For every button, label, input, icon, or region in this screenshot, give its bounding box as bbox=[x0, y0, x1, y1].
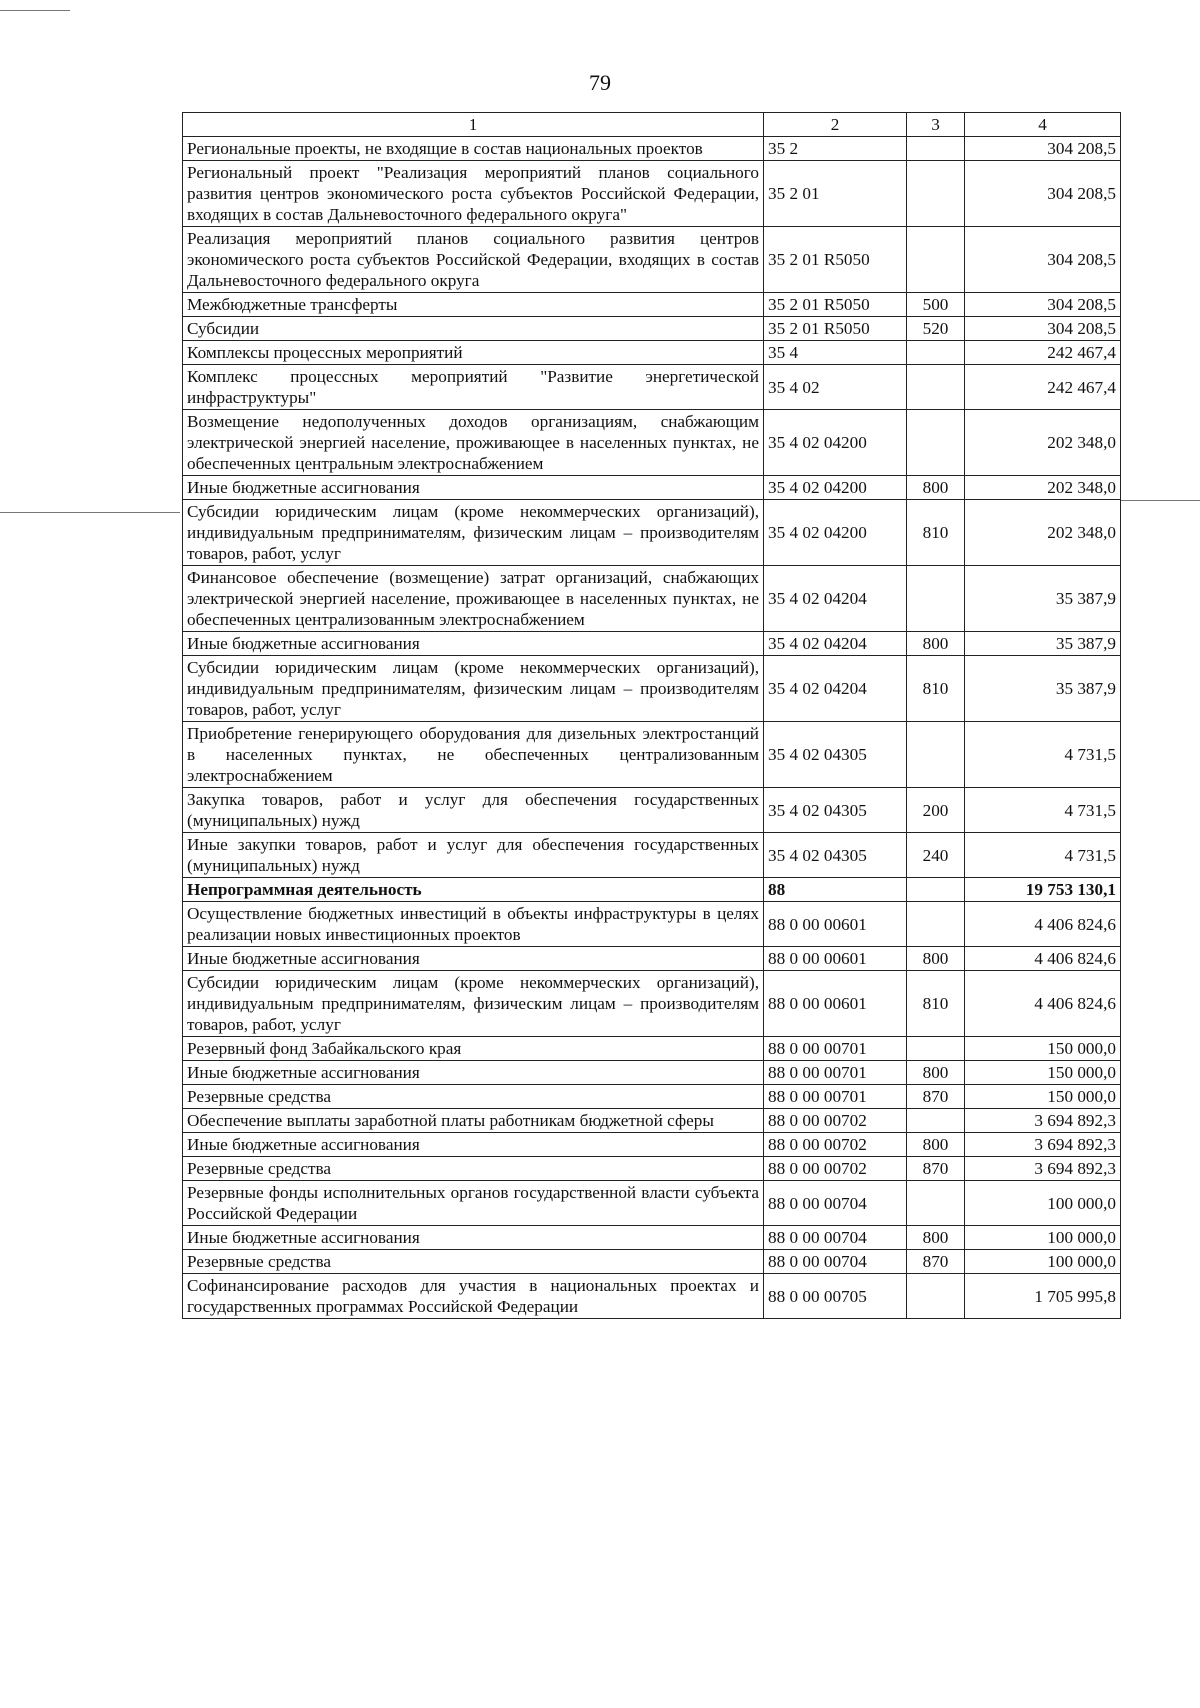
column-header: 1 bbox=[183, 113, 764, 137]
table-row bbox=[183, 137, 1121, 161]
row-amount-cell: 242 467,4 bbox=[965, 341, 1121, 365]
table-row bbox=[183, 1226, 1121, 1250]
row-name-cell: Межбюджетные трансферты bbox=[183, 293, 764, 317]
row-amount-cell: 100 000,0 bbox=[965, 1181, 1121, 1226]
row-name-cell: Софинансирование расходов для участия в национальных проектах и государственных программах Российской Федерации bbox=[183, 1274, 764, 1319]
page-number: 79 bbox=[589, 70, 611, 95]
row-type-cell: 500 bbox=[907, 293, 965, 317]
row-type-cell: 870 bbox=[907, 1085, 965, 1109]
table-row bbox=[183, 476, 1121, 500]
table-header-row bbox=[183, 113, 1121, 137]
row-name-cell: Возмещение недополученных доходов организациям, снабжающим электрической энергией население, проживающее в населенных пунктах, не обеспеченных центральным электроснабжением bbox=[183, 410, 764, 476]
row-name-cell: Региональные проекты, не входящие в состав национальных проектов bbox=[183, 137, 764, 161]
row-amount-cell: 150 000,0 bbox=[965, 1061, 1121, 1085]
row-amount-cell: 19 753 130,1 bbox=[965, 878, 1121, 902]
row-type-cell: 810 bbox=[907, 656, 965, 722]
row-type-cell: 800 bbox=[907, 476, 965, 500]
row-code-cell: 35 2 01 R5050 bbox=[764, 317, 907, 341]
row-amount-cell: 100 000,0 bbox=[965, 1250, 1121, 1274]
row-type-cell: 870 bbox=[907, 1250, 965, 1274]
row-amount-cell: 150 000,0 bbox=[965, 1085, 1121, 1109]
table-row bbox=[183, 971, 1121, 1037]
row-amount-cell: 3 694 892,3 bbox=[965, 1157, 1121, 1181]
row-code-cell: 88 0 00 00701 bbox=[764, 1061, 907, 1085]
table-row bbox=[183, 227, 1121, 293]
row-code-cell: 88 0 00 00701 bbox=[764, 1037, 907, 1061]
row-code-cell: 35 4 02 04305 bbox=[764, 722, 907, 788]
row-code-cell: 35 2 bbox=[764, 137, 907, 161]
row-code-cell: 88 0 00 00601 bbox=[764, 971, 907, 1037]
table-row bbox=[183, 878, 1121, 902]
row-type-cell bbox=[907, 1274, 965, 1319]
table-row bbox=[183, 1037, 1121, 1061]
row-amount-cell: 304 208,5 bbox=[965, 161, 1121, 227]
row-amount-cell: 202 348,0 bbox=[965, 410, 1121, 476]
row-name-cell: Комплекс процессных мероприятий "Развитие энергетической инфраструктуры" bbox=[183, 365, 764, 410]
row-code-cell: 35 4 02 04204 bbox=[764, 566, 907, 632]
row-code-cell: 88 0 00 00704 bbox=[764, 1226, 907, 1250]
row-amount-cell: 4 731,5 bbox=[965, 788, 1121, 833]
row-code-cell: 35 4 02 bbox=[764, 365, 907, 410]
table-row bbox=[183, 341, 1121, 365]
row-name-cell: Резервные средства bbox=[183, 1157, 764, 1181]
row-type-cell: 800 bbox=[907, 1226, 965, 1250]
table-row bbox=[183, 500, 1121, 566]
row-amount-cell: 4 406 824,6 bbox=[965, 947, 1121, 971]
row-type-cell: 800 bbox=[907, 632, 965, 656]
scan-artifact-top-left bbox=[0, 10, 70, 11]
row-type-cell bbox=[907, 902, 965, 947]
row-code-cell: 88 0 00 00704 bbox=[764, 1250, 907, 1274]
row-amount-cell: 4 406 824,6 bbox=[965, 902, 1121, 947]
row-name-cell: Иные бюджетные ассигнования bbox=[183, 1061, 764, 1085]
column-header: 3 bbox=[907, 113, 965, 137]
row-type-cell bbox=[907, 227, 965, 293]
row-name-cell: Иные бюджетные ассигнования bbox=[183, 1226, 764, 1250]
row-name-cell: Резервные фонды исполнительных органов государственной власти субъекта Российской Федерации bbox=[183, 1181, 764, 1226]
row-amount-cell: 4 731,5 bbox=[965, 833, 1121, 878]
row-type-cell bbox=[907, 365, 965, 410]
row-type-cell bbox=[907, 161, 965, 227]
table-row bbox=[183, 1085, 1121, 1109]
column-header: 2 bbox=[764, 113, 907, 137]
table-row bbox=[183, 656, 1121, 722]
row-name-cell: Субсидии bbox=[183, 317, 764, 341]
row-name-cell: Комплексы процессных мероприятий bbox=[183, 341, 764, 365]
table-row bbox=[183, 1181, 1121, 1226]
table-row bbox=[183, 632, 1121, 656]
row-code-cell: 35 4 02 04200 bbox=[764, 500, 907, 566]
row-type-cell bbox=[907, 878, 965, 902]
row-code-cell: 35 4 02 04305 bbox=[764, 788, 907, 833]
row-name-cell: Иные бюджетные ассигнования bbox=[183, 947, 764, 971]
row-name-cell: Резервные средства bbox=[183, 1250, 764, 1274]
row-amount-cell: 4 731,5 bbox=[965, 722, 1121, 788]
row-amount-cell: 304 208,5 bbox=[965, 227, 1121, 293]
scan-artifact-left bbox=[0, 512, 180, 513]
row-type-cell: 810 bbox=[907, 971, 965, 1037]
row-code-cell: 88 0 00 00601 bbox=[764, 947, 907, 971]
table-row bbox=[183, 1157, 1121, 1181]
table-body bbox=[183, 137, 1121, 1319]
row-type-cell: 810 bbox=[907, 500, 965, 566]
row-code-cell: 88 0 00 00702 bbox=[764, 1109, 907, 1133]
row-amount-cell: 202 348,0 bbox=[965, 500, 1121, 566]
row-name-cell: Иные бюджетные ассигнования bbox=[183, 476, 764, 500]
table-row bbox=[183, 317, 1121, 341]
row-code-cell: 88 bbox=[764, 878, 907, 902]
row-code-cell: 88 0 00 00705 bbox=[764, 1274, 907, 1319]
column-header: 4 bbox=[965, 113, 1121, 137]
scan-artifact-right bbox=[1120, 500, 1200, 501]
row-code-cell: 35 4 02 04204 bbox=[764, 632, 907, 656]
row-type-cell bbox=[907, 1037, 965, 1061]
row-type-cell: 240 bbox=[907, 833, 965, 878]
row-type-cell: 800 bbox=[907, 947, 965, 971]
row-code-cell: 35 4 02 04200 bbox=[764, 410, 907, 476]
row-name-cell: Резервный фонд Забайкальского края bbox=[183, 1037, 764, 1061]
row-type-cell bbox=[907, 566, 965, 632]
row-amount-cell: 3 694 892,3 bbox=[965, 1109, 1121, 1133]
row-amount-cell: 304 208,5 bbox=[965, 317, 1121, 341]
row-amount-cell: 150 000,0 bbox=[965, 1037, 1121, 1061]
table-row bbox=[183, 722, 1121, 788]
row-code-cell: 88 0 00 00704 bbox=[764, 1181, 907, 1226]
row-code-cell: 88 0 00 00601 bbox=[764, 902, 907, 947]
row-code-cell: 35 2 01 bbox=[764, 161, 907, 227]
row-amount-cell: 4 406 824,6 bbox=[965, 971, 1121, 1037]
row-amount-cell: 35 387,9 bbox=[965, 632, 1121, 656]
row-type-cell bbox=[907, 137, 965, 161]
row-name-cell: Резервные средства bbox=[183, 1085, 764, 1109]
row-type-cell bbox=[907, 341, 965, 365]
row-code-cell: 88 0 00 00701 bbox=[764, 1085, 907, 1109]
row-amount-cell: 100 000,0 bbox=[965, 1226, 1121, 1250]
table-row bbox=[183, 161, 1121, 227]
table-row bbox=[183, 902, 1121, 947]
row-amount-cell: 202 348,0 bbox=[965, 476, 1121, 500]
row-name-cell: Субсидии юридическим лицам (кроме некоммерческих организаций), индивидуальным предпринимателям, физическим лицам – производителям товаров, работ, услуг bbox=[183, 971, 764, 1037]
table-row bbox=[183, 1133, 1121, 1157]
row-type-cell: 800 bbox=[907, 1061, 965, 1085]
row-type-cell: 800 bbox=[907, 1133, 965, 1157]
row-name-cell: Региональный проект "Реализация мероприятий планов социального развития центров экономического роста субъектов Российской Федерации, входящих в состав Дальневосточного федерального округа" bbox=[183, 161, 764, 227]
row-name-cell: Субсидии юридическим лицам (кроме некоммерческих организаций), индивидуальным предпринимателям, физическим лицам – производителям товаров, работ, услуг bbox=[183, 656, 764, 722]
row-code-cell: 35 4 bbox=[764, 341, 907, 365]
budget-table bbox=[182, 112, 1121, 1319]
row-type-cell: 520 bbox=[907, 317, 965, 341]
table-row bbox=[183, 947, 1121, 971]
table-row bbox=[183, 1109, 1121, 1133]
row-code-cell: 35 4 02 04200 bbox=[764, 476, 907, 500]
row-name-cell: Осуществление бюджетных инвестиций в объекты инфраструктуры в целях реализации новых инвестиционных проектов bbox=[183, 902, 764, 947]
row-type-cell bbox=[907, 410, 965, 476]
table-row bbox=[183, 788, 1121, 833]
row-code-cell: 35 2 01 R5050 bbox=[764, 293, 907, 317]
row-code-cell: 35 4 02 04204 bbox=[764, 656, 907, 722]
row-name-cell: Иные закупки товаров, работ и услуг для обеспечения государственных (муниципальных) нужд bbox=[183, 833, 764, 878]
row-amount-cell: 1 705 995,8 bbox=[965, 1274, 1121, 1319]
row-type-cell bbox=[907, 1181, 965, 1226]
row-name-cell: Реализация мероприятий планов социального развития центров экономического роста субъектов Российской Федерации, входящих в состав Дальневосточного федерального округа bbox=[183, 227, 764, 293]
row-type-cell: 200 bbox=[907, 788, 965, 833]
row-amount-cell: 304 208,5 bbox=[965, 137, 1121, 161]
table-row bbox=[183, 293, 1121, 317]
row-name-cell: Субсидии юридическим лицам (кроме некоммерческих организаций), индивидуальным предпринимателям, физическим лицам – производителям товаров, работ, услуг bbox=[183, 500, 764, 566]
row-name-cell: Иные бюджетные ассигнования bbox=[183, 632, 764, 656]
table-row bbox=[183, 1250, 1121, 1274]
row-type-cell: 870 bbox=[907, 1157, 965, 1181]
row-code-cell: 35 2 01 R5050 bbox=[764, 227, 907, 293]
table-row bbox=[183, 566, 1121, 632]
table-row bbox=[183, 833, 1121, 878]
row-type-cell bbox=[907, 1109, 965, 1133]
row-code-cell: 35 4 02 04305 bbox=[764, 833, 907, 878]
table-row bbox=[183, 410, 1121, 476]
row-amount-cell: 304 208,5 bbox=[965, 293, 1121, 317]
row-type-cell bbox=[907, 722, 965, 788]
row-name-cell: Непрограммная деятельность bbox=[183, 878, 764, 902]
row-name-cell: Финансовое обеспечение (возмещение) затрат организаций, снабжающих электрической энергией население, проживающее в населенных пунктах, не обеспеченных централизованным электроснабжением bbox=[183, 566, 764, 632]
row-name-cell: Иные бюджетные ассигнования bbox=[183, 1133, 764, 1157]
table-row bbox=[183, 365, 1121, 410]
table-row bbox=[183, 1274, 1121, 1319]
row-amount-cell: 242 467,4 bbox=[965, 365, 1121, 410]
row-amount-cell: 35 387,9 bbox=[965, 656, 1121, 722]
row-name-cell: Обеспечение выплаты заработной платы работникам бюджетной сферы bbox=[183, 1109, 764, 1133]
row-amount-cell: 35 387,9 bbox=[965, 566, 1121, 632]
row-name-cell: Приобретение генерирующего оборудования для дизельных электростанций в населенных пунктах, не обеспеченных централизованным электроснабжением bbox=[183, 722, 764, 788]
table-row bbox=[183, 1061, 1121, 1085]
row-amount-cell: 3 694 892,3 bbox=[965, 1133, 1121, 1157]
row-code-cell: 88 0 00 00702 bbox=[764, 1133, 907, 1157]
row-code-cell: 88 0 00 00702 bbox=[764, 1157, 907, 1181]
row-name-cell: Закупка товаров, работ и услуг для обеспечения государственных (муниципальных) нужд bbox=[183, 788, 764, 833]
